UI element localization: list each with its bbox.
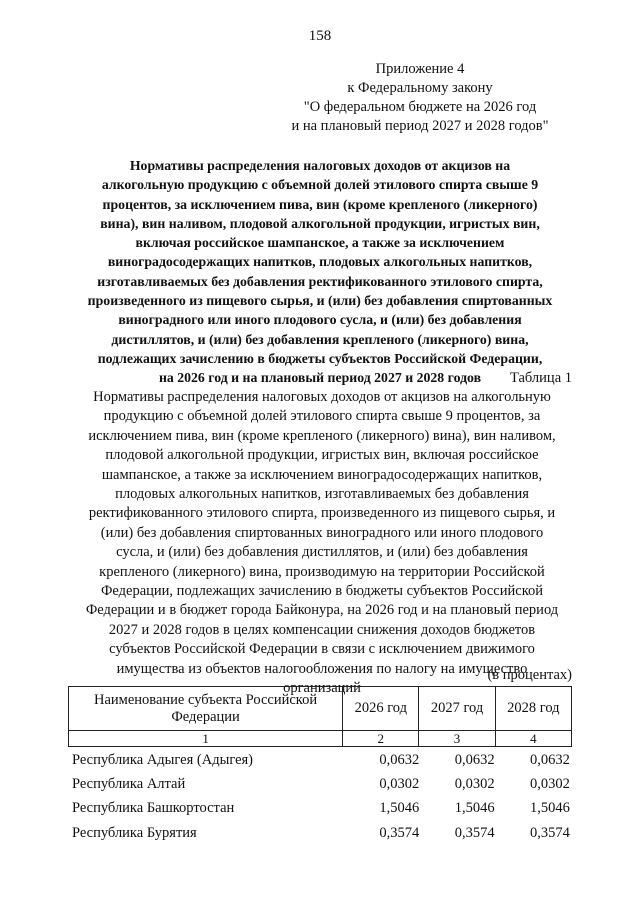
subtitle-line: Федерации, подлежащих зачислению в бюджеты субъектов Российской xyxy=(100,583,544,600)
subtitle-line: (или) без добавления спиртованных виноградного или иного плодового xyxy=(100,524,544,541)
column-number: 2 xyxy=(343,731,419,747)
page-number: 158 xyxy=(308,28,332,44)
value-2028: 1,5046 xyxy=(530,800,570,817)
title-line: произведенного из пищевого сырья, и (или) без добавления спиртованных xyxy=(87,293,553,309)
value-2028: 0,0302 xyxy=(530,775,570,792)
title-line: вина), вин наливом, плодовой алкогольной продукции, игристых вин, xyxy=(100,215,540,231)
subtitle-line: сусла, и (или) без добавления дистиллятов, и (или) без добавления xyxy=(116,544,528,561)
table-body xyxy=(72,748,570,845)
table-row xyxy=(72,797,570,821)
title-line: подлежащих зачислению в бюджеты субъектов Российской Федерации, xyxy=(97,350,543,366)
column-number: 4 xyxy=(495,731,571,747)
subtitle-line: имущества из объектов налогообложения по налогу на имущество xyxy=(116,660,528,677)
subtitle-line: 2027 и 2028 годов в целях компенсации снижения доходов бюджетов xyxy=(108,621,536,638)
region-name: Республика Алтай xyxy=(72,775,186,792)
header-region: Наименование субъекта Российской Федерации xyxy=(69,687,343,731)
value-2028: 0,3574 xyxy=(530,824,570,841)
region-name: Республика Башкортостан xyxy=(72,800,235,817)
header-2026: 2026 год xyxy=(343,687,419,731)
subtitle-line: крепленого (ликерного) вина, производимую на территории Российской xyxy=(99,563,545,580)
title-line: алкогольную продукцию с объемной долей этилового спирта свыше 9 xyxy=(101,177,539,193)
header-2028: 2028 год xyxy=(495,687,571,731)
header-2027: 2027 год xyxy=(419,687,495,731)
title-line: изготавливаемых без добавления ректификованного этилового спирта, xyxy=(97,273,543,289)
appendix-block xyxy=(270,60,570,136)
title-line: процентов, за исключением пива, вин (кроме крепленого (ликерного) xyxy=(102,196,538,212)
title-line: виноградосодержащих напитков, плодовых алкогольных напитков, xyxy=(107,254,533,270)
table-header xyxy=(68,686,572,747)
subtitle-line: продукцию с объемной долей этилового спирта свыше 9 процентов, за xyxy=(103,408,541,425)
units-label: (в процентах) xyxy=(487,667,572,683)
document-title xyxy=(60,156,580,388)
subtitle-line: Федерации и в бюджет города Байконура, на 2026 год и на плановый период xyxy=(85,602,559,619)
appendix-line: "О федеральном бюджете на 2026 год xyxy=(303,99,537,115)
appendix-line: к Федеральному закону xyxy=(347,80,493,96)
subtitle-line: ректификованного этилового спирта, произведенного из пищевого сырья, и xyxy=(88,505,556,522)
title-line: Нормативы распределения налоговых доходов от акцизов на xyxy=(129,158,511,173)
subtitle-line: организаций xyxy=(283,680,361,697)
region-name: Республика Бурятия xyxy=(72,824,197,841)
subtitle-line: плодовых алкогольных напитков, изготавливаемых без добавления xyxy=(115,486,529,503)
value-2027: 1,5046 xyxy=(454,800,495,817)
appendix-line: и на плановый период 2027 и 2028 годов" xyxy=(291,118,549,134)
table-row xyxy=(72,748,570,772)
table-row xyxy=(72,821,570,845)
value-2026: 0,0632 xyxy=(379,751,420,768)
subtitle-line: субъектов Российской Федерации в связи с исключением движимого xyxy=(109,641,535,658)
column-number: 1 xyxy=(69,731,343,747)
value-2027: 0,0302 xyxy=(454,775,495,792)
subtitle-line: Нормативы распределения налоговых доходов от акцизов на алкогольную xyxy=(93,389,551,405)
table-row xyxy=(72,772,570,796)
value-2026: 0,3574 xyxy=(379,824,420,841)
appendix-line: Приложение 4 xyxy=(375,61,465,77)
value-2027: 0,0632 xyxy=(454,751,495,768)
title-line: на 2026 год и на плановый период 2027 и 2028 годов xyxy=(158,370,482,386)
column-number: 3 xyxy=(419,731,495,747)
region-name: Республика Адыгея (Адыгея) xyxy=(72,751,254,768)
title-line: дистиллятов, и (или) без добавления крепленого (ликерного) вина, xyxy=(111,331,529,347)
subtitle-line: шампанское, а также за исключением виноградосодержащих напитков, xyxy=(101,466,543,483)
value-2026: 0,0302 xyxy=(379,775,420,792)
subtitle-line: плодовой алкогольной продукции, игристых вин, включая российское xyxy=(105,447,539,464)
subtitle-line: исключением пива, вин (кроме крепленого (ликерного) вина), вин наливом, xyxy=(88,427,556,444)
title-line: включая российское шампанское, а также за исключением xyxy=(135,235,505,251)
table-title xyxy=(62,388,582,699)
table-label: Таблица 1 xyxy=(509,370,572,386)
value-2027: 0,3574 xyxy=(454,824,495,841)
value-2028: 0,0632 xyxy=(530,751,570,768)
title-line: виноградного или иного плодового сусла, и (или) без добавления xyxy=(118,312,522,328)
value-2026: 1,5046 xyxy=(379,800,420,817)
